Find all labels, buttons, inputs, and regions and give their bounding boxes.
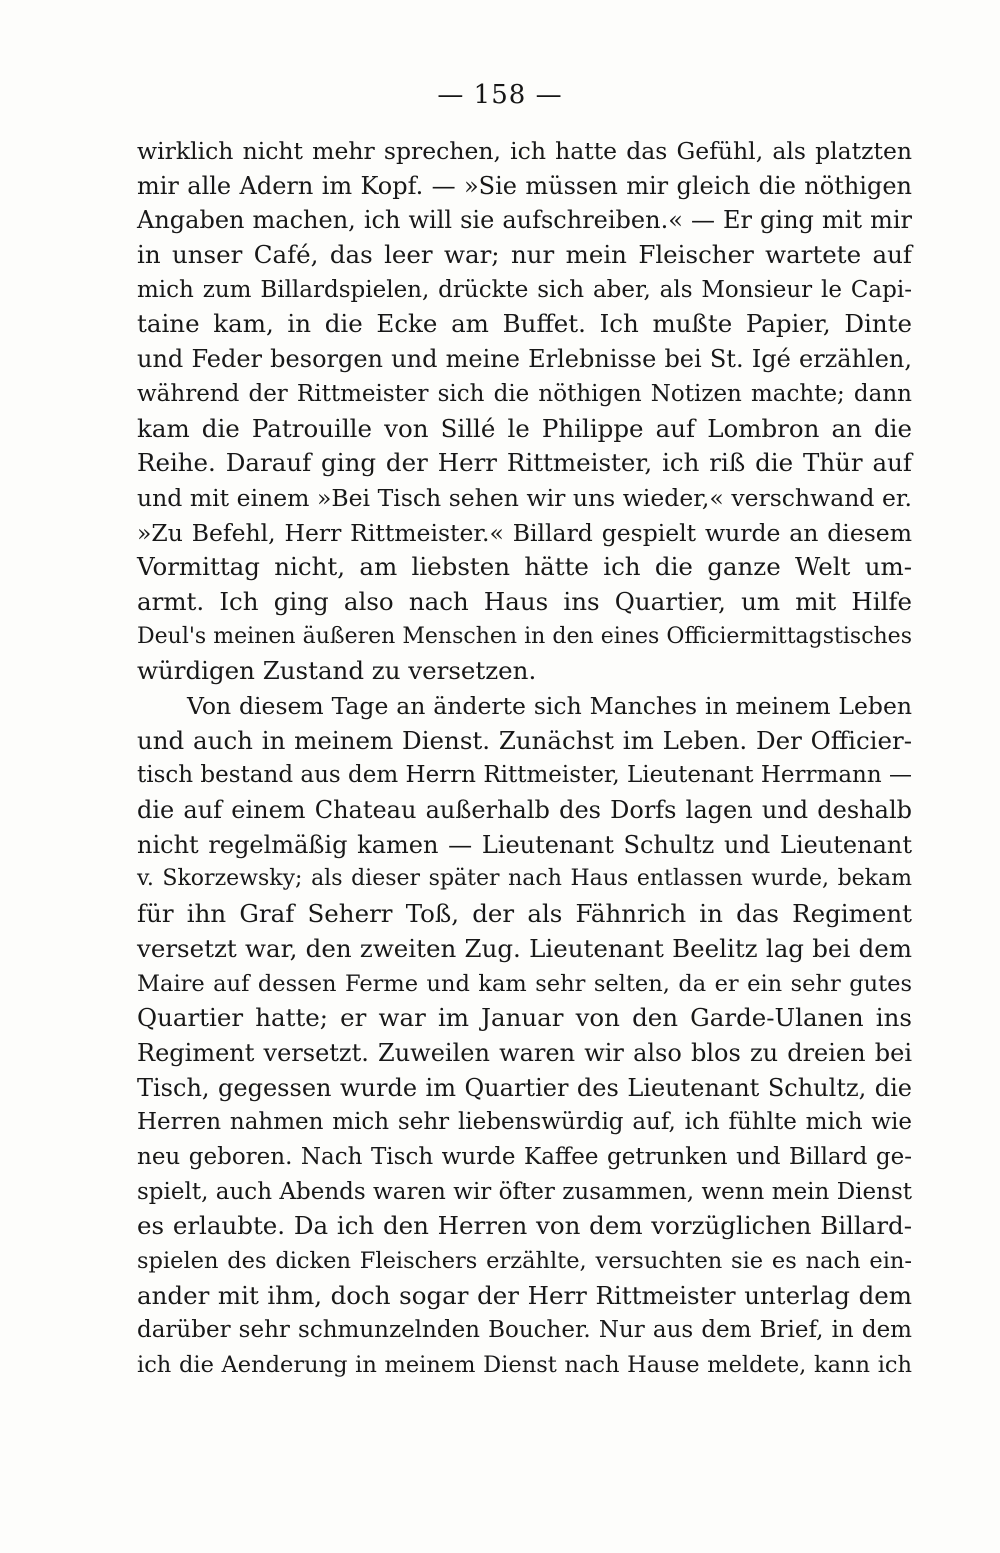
text-line: für ihn Graf Seherr Toß, der als Fähnrich in das Regiment [137,899,912,929]
text-line: würdigen Zustand zu versetzen. [137,656,537,686]
text-line: Quartier hatte; er war im Januar von den Garde-Ulanen ins [137,1003,912,1033]
text-line: Maire auf dessen Ferme und kam sehr selten, da er ein sehr gutes [137,970,912,997]
text-line: spielt, auch Abends waren wir öfter zusammen, wenn mein Dienst [137,1178,912,1205]
text-line: und mit einem »Bei Tisch sehen wir uns wieder,« verschwand er. [137,483,912,512]
text-line: Von diesem Tage an änderte sich Manches in meinem Leben [187,692,912,720]
text-line: taine kam, in die Ecke am Buffet. Ich mußte Papier, Dinte [137,309,912,339]
page-number: — 158 — [437,80,563,110]
text-line: Tisch, gegessen wurde im Quartier des Lieutenant Schultz, die [137,1073,912,1102]
text-line: tisch bestand aus dem Herrn Rittmeister, Lieutenant Herrmann — [137,762,912,789]
text-line: Reihe. Darauf ging der Herr Rittmeister, ich riß die Thür auf [137,448,912,478]
text-line: ich die Aenderung in meinem Dienst nach Hause meldete, kann ich [137,1352,912,1379]
text-line: die auf einem Chateau außerhalb des Dorfs lagen und deshalb [137,796,912,825]
text-line: Herren nahmen mich sehr liebenswürdig auf, ich fühlte mich wie [137,1109,912,1136]
text-line: versetzt war, den zweiten Zug. Lieutenant Beelitz lag bei dem [137,933,912,963]
text-line: armt. Ich ging also nach Haus ins Quartier, um mit Hilfe [137,586,912,616]
text-line: Angaben machen, ich will sie aufschreiben.« — Er ging mit mir [137,206,912,235]
text-line: nicht regelmäßig kamen — Lieutenant Schultz und Lieutenant [137,830,912,859]
text-line: mich zum Billardspielen, drückte sich aber, als Monsieur le Capi- [137,276,912,303]
text-line: neu geboren. Nach Tisch wurde Kaffee getrunken und Billard ge- [137,1143,912,1170]
text-line: v. Skorzewsky; als dieser später nach Haus entlassen wurde, bekam [137,866,912,892]
text-line: Vormittag nicht, am liebsten hätte ich die ganze Welt um- [137,552,912,582]
text-line: in unser Café, das leer war; nur mein Fleischer wartete auf [137,240,912,270]
text-line: mir alle Adern im Kopf. — »Sie müssen mir gleich die nöthigen [137,171,912,200]
text-line: es erlaubte. Da ich den Herren von dem vorzüglichen Billard- [137,1211,912,1241]
text-line: »Zu Befehl, Herr Rittmeister.« Billard gespielt wurde an diesem [137,518,912,547]
text-line: wirklich nicht mehr sprechen, ich hatte das Gefühl, als platzten [137,137,912,165]
text-line: Regiment versetzt. Zuweilen waren wir also blos zu dreien bei [137,1038,912,1067]
text-line: und auch in meinem Dienst. Zunächst im Leben. Der Officier- [137,725,912,755]
text-line: Deul's meinen äußeren Menschen in den eines Officiermittagstisches [137,623,912,649]
text-line: kam die Patrouille von Sillé le Philippe auf Lombron an die [137,413,912,443]
text-line: spielen des dicken Fleischers erzählte, versuchten sie es nach ein- [137,1248,912,1274]
text-line: darüber sehr schmunzelnden Boucher. Nur aus dem Brief, in dem [137,1317,912,1344]
text-line: und Feder besorgen und meine Erlebnisse bei St. Igé erzählen, [137,345,912,374]
text-line: ander mit ihm, doch sogar der Herr Rittmeister unterlag dem [137,1280,912,1310]
text-line: während der Rittmeister sich die nöthigen Notizen machte; dann [137,380,912,407]
body-text [137,134,912,1383]
